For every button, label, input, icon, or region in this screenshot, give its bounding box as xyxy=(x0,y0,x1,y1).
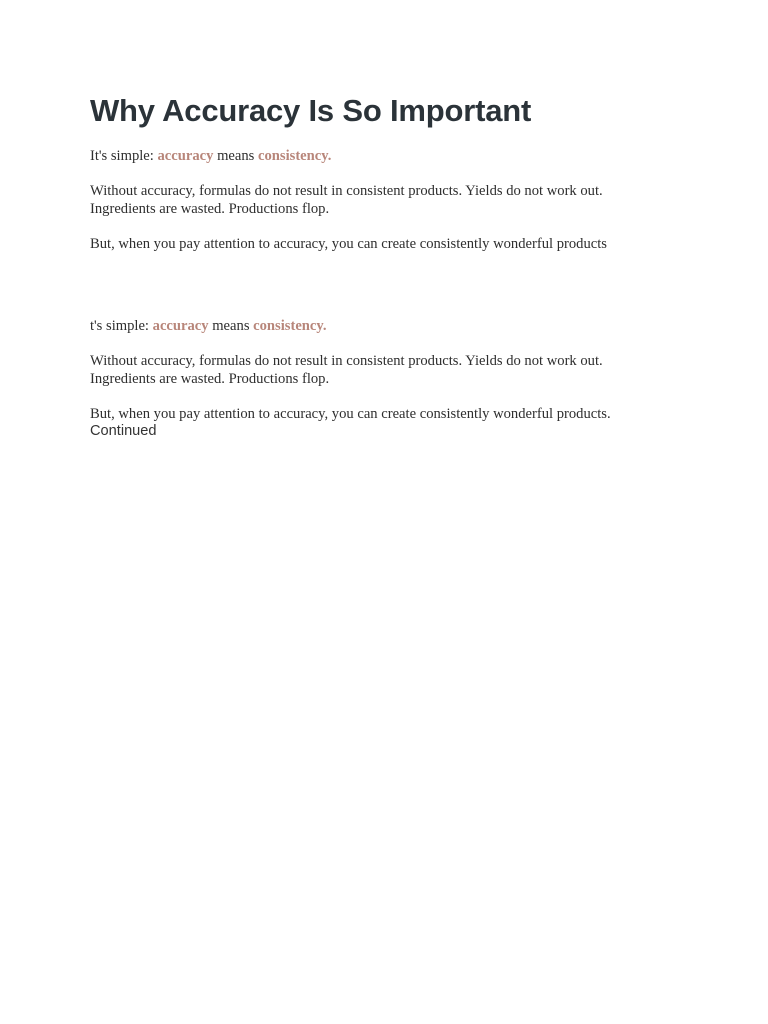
problem-line-1: Without accuracy, formulas do not result in consistent products. Yields do not work out. xyxy=(90,183,603,199)
repeat-intro-middle: means xyxy=(208,318,254,334)
repeat-intro-suffix: . xyxy=(322,318,327,334)
repeat-conclusion-paragraph: But, when you pay attention to accuracy, you can create consistently wonderful products. xyxy=(90,406,611,422)
page-title: Why Accuracy Is So Important xyxy=(90,93,532,128)
intro-middle: means xyxy=(213,148,259,164)
repeat-problem-line-1: Without accuracy, formulas do not result in consistent products. Yields do not work out. xyxy=(90,353,603,369)
repeat-intro-paragraph xyxy=(90,317,678,335)
repeat-highlight-consistency: consistency xyxy=(253,318,323,334)
continued-link[interactable]: Continued xyxy=(90,423,157,439)
repeat-problem-line-2: Ingredients are wasted. Productions flop. xyxy=(90,371,330,387)
problem-line-2: Ingredients are wasted. Productions flop. xyxy=(90,201,330,217)
highlight-consistency: consistency xyxy=(258,148,328,164)
conclusion-paragraph: But, when you pay attention to accuracy, you can create consistently wonderful products xyxy=(90,236,607,252)
intro-paragraph xyxy=(90,147,678,165)
intro-suffix: . xyxy=(327,148,332,164)
problem-paragraph xyxy=(90,182,678,218)
repeat-problem-paragraph xyxy=(90,352,678,388)
repeat-highlight-accuracy: accuracy xyxy=(152,318,209,334)
section-spacer xyxy=(90,270,678,317)
intro-prefix: It's simple: xyxy=(90,148,158,164)
highlight-accuracy: accuracy xyxy=(157,148,214,164)
repeat-intro-prefix: t's simple: xyxy=(90,318,153,334)
